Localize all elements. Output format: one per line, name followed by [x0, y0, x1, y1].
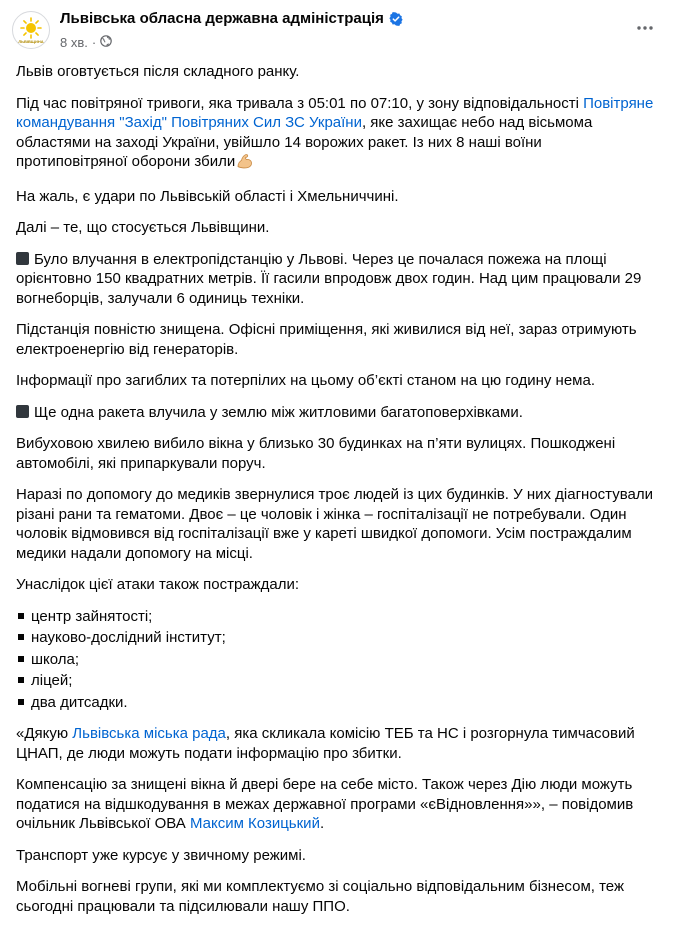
verified-badge-icon	[389, 12, 403, 26]
paragraph-2-text-b: , яке захищає небо над вісьмома областями на заході України, увійшло 14 ворожих ракет. Із них 8 наші воїни протиповітряної оборони збили	[16, 114, 593, 170]
maksym-kozytskyi-link[interactable]: Максим Козицький	[189, 815, 320, 832]
post-time-link[interactable]: 8 хв.	[60, 35, 88, 50]
list-item	[16, 607, 656, 627]
sun-logo-icon	[20, 17, 42, 39]
paragraph-4: Далі – те, що стосується Львівщини.	[16, 219, 270, 236]
post-meta	[60, 35, 112, 50]
paragraph-6: Підстанція повністю знищена. Офісні приміщення, які живилися від неї, зараз отримують електроенергію від генераторів.	[16, 321, 637, 358]
paragraph-2-text-a: Під час повітряної тривоги, яка тривала з 05:01 по 07:10, у зону відповідальності	[16, 94, 584, 112]
affected-buildings-list	[16, 607, 656, 713]
list-item-text: центр зайнятості;	[31, 607, 153, 625]
paragraph-7: Інформації про загиблих та потерпілих на цьому об’єкті станом на цю годину нема.	[16, 372, 595, 389]
list-item	[16, 628, 656, 648]
paragraph-12-text-b: , яка скликала комісію ТЕБ та НС і розгорнула тимчасовий ЦНАП, де люди можуть подати інформацію про збитки.	[16, 725, 635, 762]
paragraph-3: На жаль, є удари по Львівській області і Хмельниччині.	[16, 187, 399, 205]
bullet-icon	[18, 699, 24, 705]
paragraph-15: Мобільні вогневі групи, які ми комплектуємо зі соціально відповідальним бізнесом, теж сьогодні працювали та підсилювали нашу ППО.	[16, 878, 624, 915]
globe-icon	[100, 35, 112, 50]
paragraph-9: Вибуховою хвилею вибило вікна у близько 30 будинках на п’яти вулицях. Пошкоджені автомобілі, які припаркували поруч.	[16, 435, 616, 472]
list-item-text: ліцей;	[31, 672, 73, 689]
more-options-button[interactable]	[633, 18, 657, 38]
paragraph-13	[16, 775, 656, 834]
air-command-west-link[interactable]: Повітряне командування "Захід"	[16, 94, 654, 131]
list-item-text: школа;	[31, 650, 80, 668]
flexed-biceps-emoji-icon	[236, 153, 253, 175]
paragraph-2	[16, 94, 656, 175]
bullet-icon	[18, 656, 24, 662]
paragraph-1: Львів оговтується після складного ранку.	[16, 63, 300, 80]
list-item	[16, 671, 656, 691]
bullet-icon	[18, 634, 24, 640]
page-name: Львівська обласна державна адміністрація	[60, 10, 384, 27]
paragraph-12-text-a: «Дякую	[16, 725, 73, 742]
page-name-link[interactable]	[60, 10, 403, 27]
post-header	[0, 0, 673, 60]
bullet-icon	[18, 677, 24, 683]
paragraph-5-text: Було влучання в електропідстанцію у Львові. Через це почалася пожежа на площі орієнтовно 150 квадратних метрів. Її гасили впродовж двох годин. Над цим працювали 29 вогнеборців, залучали 6 одиниць техніки.	[16, 250, 642, 307]
paragraph-8	[16, 403, 656, 423]
paragraph-14: Транспорт уже курсує у звичному режимі.	[16, 846, 306, 864]
paragraph-8-text: Ще одна ракета влучила у землю між житловими багатоповерхівками.	[34, 403, 523, 421]
more-dots-icon	[636, 25, 654, 31]
paragraph-13-text-a: Компенсацію за знищені вікна й двері бере на себе місто. Також через Дію люди можуть податися на відшкодування в межах державної програми «єВідновлення»», – повідомив очільник Львівської ОВА	[16, 776, 634, 832]
paragraph-11: Унаслідок цієї атаки також постраждали:	[16, 576, 300, 593]
meta-separator: ·	[91, 35, 97, 50]
paragraph-13-text-b: .	[319, 815, 325, 832]
list-item	[16, 693, 656, 713]
paragraph-12	[16, 724, 656, 763]
air-force-link[interactable]: Повітряних Сил ЗС України	[171, 114, 362, 131]
lviv-city-council-link[interactable]: Львівська міська рада	[72, 725, 226, 742]
list-item-text: науково-дослідний інститут;	[31, 629, 226, 646]
list-item-text: два дитсадки.	[31, 693, 128, 711]
paragraph-5	[16, 250, 656, 309]
paragraph-10: Наразі по допомогу до медиків звернулися троє людей із цих будинків. У них діагностували різані рани та гематоми. Двоє – це чоловік і жінка – госпіталізації не потребували. Один чоловік відмовився від госпіталізації вже у кареті швидкої допомоги. Усім постраждалим медики надали допомогу на місці.	[16, 486, 653, 562]
list-item	[16, 650, 656, 670]
avatar-caption: ЛЬВІВЩИНА	[18, 38, 44, 44]
page-avatar[interactable]	[12, 11, 50, 49]
black-square-emoji-icon	[16, 252, 29, 265]
black-square-emoji-icon	[16, 405, 29, 418]
bullet-icon	[18, 613, 24, 619]
post-text	[16, 62, 656, 928]
